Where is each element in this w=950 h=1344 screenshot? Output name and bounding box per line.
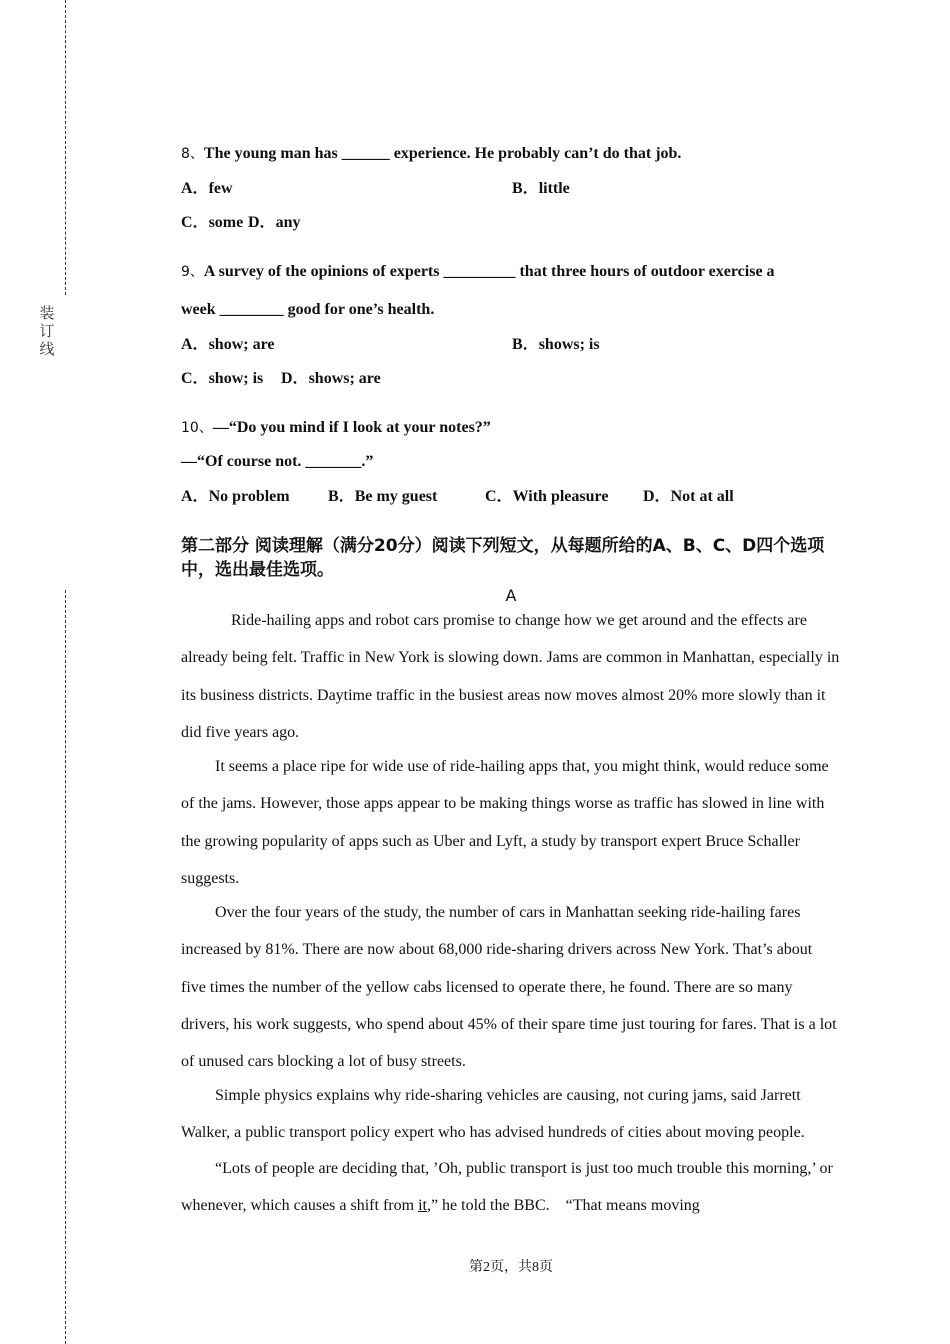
section-title: 第二部分 阅读理解（满分20分）阅读下列短文，从每题所给的A、B、C、D四个选项中，选出最佳选项。 <box>181 536 825 580</box>
question-9-stem-cont: week ________ good for one’s health. <box>181 301 435 318</box>
passage-paragraph: “Lots of people are deciding that, ’Oh, public transport is just too much trouble this morning,’ or whenever, which causes a shift from it,” he told the BBC. “That means moving <box>181 1160 833 1215</box>
option-d: D．shows; are <box>281 370 381 387</box>
passage-paragraph: It seems a place ripe for wide use of ride-hailing apps that, you might think, would reduce some of the jams. However, those apps appear to be making things worse as traffic has slowed in line with the growing popularity of apps such as Uber and Lyft, a study by transport expert Bruce Schaller suggests. <box>181 758 829 887</box>
option-b: B．shows; is <box>512 336 600 353</box>
passage-label: A <box>505 586 517 605</box>
option-d: D．Not at all <box>643 488 734 505</box>
option-c: C．some <box>181 214 244 231</box>
option-a: A．No problem <box>181 488 290 505</box>
option-a: A．show; are <box>181 336 275 353</box>
question-text: A survey of the opinions of experts _________ that three hours of outdoor exercise a <box>203 263 775 280</box>
option-d: D．any <box>248 214 301 231</box>
option-b: B．little <box>512 180 570 197</box>
question-text: The young man has ______ experience. He probably can’t do that job. <box>203 145 682 162</box>
question-8-stem <box>181 144 681 164</box>
question-text: —“Do you mind if I look at your notes?” <box>212 419 491 436</box>
binding-dashed-line-top <box>65 0 66 295</box>
underlined-word: it <box>418 1197 427 1215</box>
question-10-stem <box>181 418 491 438</box>
binding-dashed-line-bottom <box>65 590 66 1344</box>
question-10-stem-cont: —“Of course not. _______.” <box>181 453 374 470</box>
question-number: 8、 <box>181 146 204 162</box>
question-9-stem <box>181 262 775 282</box>
page-footer: 第2页，共8页 <box>469 1260 553 1275</box>
passage-paragraph: Over the four years of the study, the number of cars in Manhattan seeking ride-hailing fares increased by 81%. There are now about 68,000 ride-sharing drivers across New York. That’s about five times the number of the yellow cabs licensed to operate there, he found. There are so many drivers, his work suggests, who spend about 45% of their spare time just touring for fares. That is a lot of unused cars blocking a lot of busy streets. <box>181 904 837 1071</box>
option-c: C．With pleasure <box>485 488 609 505</box>
passage-paragraph: Simple physics explains why ride-sharing vehicles are causing, not curing jams, said Jarrett Walker, a public transport policy expert who has advised hundreds of cities about moving people. <box>181 1087 805 1142</box>
passage-paragraph: Ride-hailing apps and robot cars promise to change how we get around and the effects are already being felt. Traffic in New York is slowing down. Jams are common in Manhattan, especially in its business districts. Daytime traffic in the busiest areas now moves almost 20% more slowly than it did five years ago. <box>181 612 840 741</box>
option-b: B．Be my guest <box>328 488 438 505</box>
option-c: C．show; is <box>181 370 264 387</box>
question-number: 10、 <box>181 420 213 436</box>
binding-label: 装订线 <box>39 304 55 358</box>
option-a: A．few <box>181 180 233 197</box>
question-number: 9、 <box>181 264 204 280</box>
